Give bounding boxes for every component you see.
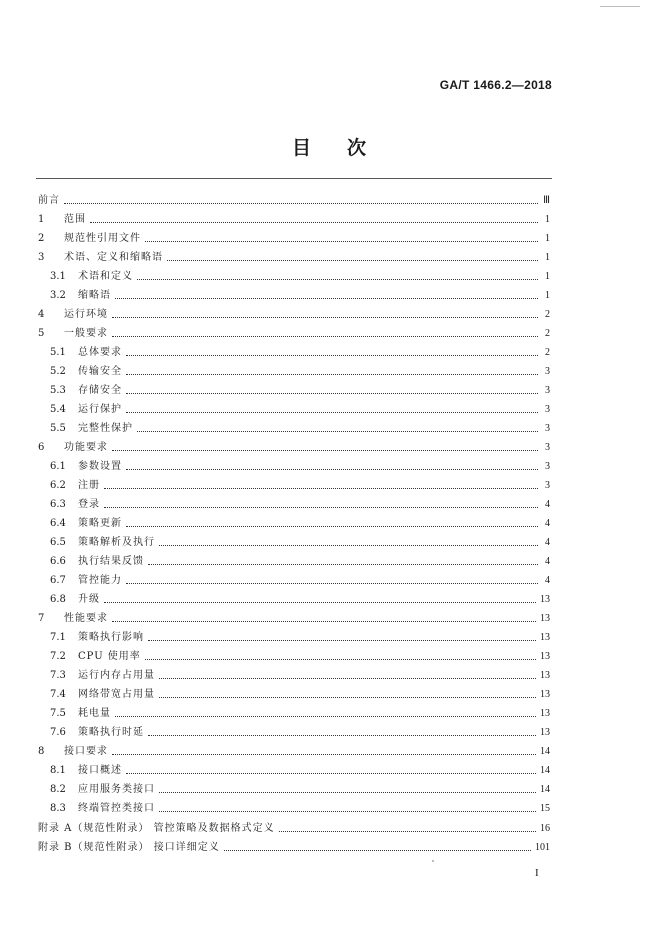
toc-entry-page: 4: [545, 575, 550, 586]
toc-dot-leader: [159, 544, 538, 546]
toc-entry-title: 附录 A（规范性附录） 管控策略及数据格式定义: [38, 823, 275, 834]
toc-entry-page: 14: [540, 746, 550, 757]
toc-entry-number: 6.6: [50, 556, 66, 567]
toc-entry-number: 3.1: [50, 271, 66, 282]
toc-entry-number: 6.2: [50, 480, 66, 491]
page-title: [0, 133, 658, 160]
toc-entry-title: 功能要求: [64, 442, 108, 453]
toc-entry-title: 耗电量: [78, 708, 111, 719]
toc-entry: [38, 307, 550, 323]
toc-entry: [50, 554, 550, 570]
toc-entry-title: 登录: [78, 499, 100, 510]
toc-entry-number: 5.5: [50, 423, 66, 434]
toc-entry-number: 6: [38, 442, 45, 453]
toc-entry-title: 执行结果反馈: [78, 556, 144, 567]
toc-dot-leader: [64, 202, 538, 204]
toc-entry-page: 14: [540, 784, 550, 795]
toc-entry: [50, 497, 550, 513]
toc-entry-title: 一般要求: [64, 328, 108, 339]
toc-entry: [50, 402, 550, 418]
toc-entry-number: 5.2: [50, 366, 66, 377]
toc-entry-title: CPU 使用率: [78, 651, 141, 662]
toc-entry: [50, 364, 550, 380]
toc-entry-number: 6.8: [50, 594, 66, 605]
toc-entry-title: 范围: [64, 214, 86, 225]
toc-entry-page: 2: [545, 328, 550, 339]
toc-entry-number: 7.3: [50, 670, 66, 681]
toc-entry-page: 15: [540, 803, 550, 814]
toc-entry-page: 101: [535, 842, 550, 853]
toc-entry-number: 6.1: [50, 461, 66, 472]
toc-entry-page: 13: [540, 594, 550, 605]
toc-entry-title: 前言: [38, 195, 60, 206]
toc-dot-leader: [148, 563, 538, 565]
toc-entry-number: 6.5: [50, 537, 66, 548]
toc-entry: [38, 212, 550, 228]
toc-dot-leader: [104, 506, 538, 508]
toc-entry-title: 网络带宽占用量: [78, 689, 155, 700]
toc-entry: [50, 649, 550, 665]
toc-entry-page: 13: [540, 689, 550, 700]
toc-entry: [38, 250, 550, 266]
toc-entry-number: 3.2: [50, 290, 66, 301]
toc-entry: [50, 478, 550, 494]
toc-entry-title: 策略执行影响: [78, 632, 144, 643]
toc-entry-number: 5.1: [50, 347, 66, 358]
toc-entry-number: 6.7: [50, 575, 66, 586]
toc-entry-page: 3: [545, 385, 550, 396]
toc-entry-title: 总体要求: [78, 347, 122, 358]
toc-entry-page: 13: [540, 632, 550, 643]
toc-entry-page: 1: [545, 271, 550, 282]
toc-entry-title: 接口概述: [78, 765, 122, 776]
toc-entry: [50, 573, 550, 589]
toc-entry: [38, 840, 550, 856]
toc-entry-page: 14: [540, 765, 550, 776]
scan-mark: [432, 860, 434, 862]
toc-entry-title: 运行内存占用量: [78, 670, 155, 681]
toc-dot-leader: [112, 753, 536, 755]
toc-entry: [50, 421, 550, 437]
toc-entry-title: 运行环境: [64, 309, 108, 320]
toc-entry-number: 5.4: [50, 404, 66, 415]
toc-entry-title: 升级: [78, 594, 100, 605]
toc-dot-leader: [137, 430, 538, 432]
toc-dot-leader: [112, 449, 538, 451]
toc-entry-title: 管控能力: [78, 575, 122, 586]
toc-dot-leader: [279, 830, 536, 832]
toc-entry: [50, 269, 550, 285]
toc-entry-title: 策略解析及执行: [78, 537, 155, 548]
toc-dot-leader: [126, 582, 538, 584]
toc-entry-number: 5.3: [50, 385, 66, 396]
toc-entry-number: 7.2: [50, 651, 66, 662]
toc-entry-number: 7.1: [50, 632, 66, 643]
title-divider: [36, 178, 552, 179]
toc-entry-number: 5: [38, 328, 45, 339]
toc-entry-title: 运行保护: [78, 404, 122, 415]
toc-entry: [50, 801, 550, 817]
toc-entry: [50, 782, 550, 798]
toc-entry-title: 接口要求: [64, 746, 108, 757]
toc-entry: [38, 744, 550, 760]
toc-dot-leader: [115, 715, 536, 717]
toc-entry-title: 终端管控类接口: [78, 803, 155, 814]
toc-entry-page: 2: [545, 347, 550, 358]
toc-entry-page: 3: [545, 423, 550, 434]
toc-entry: [50, 288, 550, 304]
toc-dot-leader: [159, 810, 536, 812]
toc-entry: [50, 592, 550, 608]
toc-dot-leader: [115, 297, 538, 299]
toc-entry-page: 3: [545, 404, 550, 415]
toc-dot-leader: [145, 240, 538, 242]
toc-entry-page: 1: [545, 252, 550, 263]
toc-entry-number: 8.3: [50, 803, 66, 814]
toc-entry: [38, 193, 550, 209]
toc-entry-number: 1: [38, 214, 45, 225]
toc-entry: [50, 516, 550, 532]
toc-entry-number: 6.4: [50, 518, 66, 529]
toc-entry-page: 13: [540, 613, 550, 624]
toc-entry-page: 3: [545, 366, 550, 377]
toc-entry-title: 完整性保护: [78, 423, 133, 434]
toc-entry: [38, 821, 550, 837]
scan-mark: [600, 6, 640, 7]
toc-dot-leader: [126, 373, 538, 375]
toc-entry-title: 策略执行时延: [78, 727, 144, 738]
toc-entry: [50, 630, 550, 646]
toc-entry: [50, 345, 550, 361]
toc-entry: [38, 326, 550, 342]
toc-entry-page: 4: [545, 556, 550, 567]
toc-dot-leader: [126, 468, 538, 470]
toc-dot-leader: [145, 658, 536, 660]
toc-entry-page: 4: [545, 518, 550, 529]
toc-entry: [38, 611, 550, 627]
toc-entry-page: Ⅲ: [543, 195, 550, 206]
toc-entry-number: 7.4: [50, 689, 66, 700]
toc-entry-page: 1: [545, 233, 550, 244]
toc-entry-title: 性能要求: [64, 613, 108, 624]
toc-dot-leader: [159, 696, 536, 698]
toc-entry-page: 3: [545, 461, 550, 472]
toc-entry-number: 7: [38, 613, 45, 624]
toc-entry: [38, 440, 550, 456]
toc-entry: [50, 383, 550, 399]
toc-entry: [50, 725, 550, 741]
toc-entry: [50, 706, 550, 722]
toc-entry-number: 8.1: [50, 765, 66, 776]
toc-entry-number: 8.2: [50, 784, 66, 795]
toc-entry-page: 13: [540, 651, 550, 662]
toc-dot-leader: [104, 601, 536, 603]
toc-entry: [38, 231, 550, 247]
toc-dot-leader: [126, 772, 536, 774]
toc-entry-title: 术语和定义: [78, 271, 133, 282]
toc-entry-number: 2: [38, 233, 45, 244]
title-char-1: 目: [291, 137, 311, 159]
toc-entry-page: 13: [540, 708, 550, 719]
toc-dot-leader: [126, 411, 538, 413]
toc-entry-page: 1: [545, 290, 550, 301]
toc-entry-title: 缩略语: [78, 290, 111, 301]
toc-entry-page: 16: [540, 823, 550, 834]
toc-entry-title: 传输安全: [78, 366, 122, 377]
toc-dot-leader: [224, 849, 531, 851]
toc-entry: [50, 763, 550, 779]
toc-entry-page: 3: [545, 442, 550, 453]
toc-dot-leader: [159, 791, 536, 793]
toc-entry-number: 4: [38, 309, 45, 320]
toc-dot-leader: [126, 354, 538, 356]
toc-entry-title: 附录 B（规范性附录） 接口详细定义: [38, 842, 220, 853]
toc-entry-title: 策略更新: [78, 518, 122, 529]
toc-dot-leader: [126, 525, 538, 527]
toc-entry-number: 7.5: [50, 708, 66, 719]
toc-entry: [50, 687, 550, 703]
toc-entry-title: 存储安全: [78, 385, 122, 396]
toc-dot-leader: [104, 487, 538, 489]
toc-entry-page: 13: [540, 727, 550, 738]
toc-dot-leader: [148, 734, 536, 736]
toc-entry: [50, 535, 550, 551]
toc-entry: [50, 459, 550, 475]
toc-dot-leader: [148, 639, 536, 641]
toc-dot-leader: [137, 278, 538, 280]
toc-entry-page: 3: [545, 480, 550, 491]
toc-dot-leader: [126, 392, 538, 394]
toc-dot-leader: [167, 259, 538, 261]
title-char-2: 次: [347, 137, 367, 159]
toc-entry: [50, 668, 550, 684]
toc-dot-leader: [90, 221, 538, 223]
toc-entry-number: 8: [38, 746, 45, 757]
toc-entry-number: 3: [38, 252, 45, 263]
toc-entry-page: 2: [545, 309, 550, 320]
toc-dot-leader: [159, 677, 536, 679]
toc-dot-leader: [112, 316, 538, 318]
toc-entry-page: 4: [545, 537, 550, 548]
toc-entry-title: 应用服务类接口: [78, 784, 155, 795]
toc-entry-page: 1: [545, 214, 550, 225]
toc-entry-page: 13: [540, 670, 550, 681]
toc-entry-title: 规范性引用文件: [64, 233, 141, 244]
toc-dot-leader: [112, 620, 536, 622]
toc-entry-page: 4: [545, 499, 550, 510]
toc-entry-title: 参数设置: [78, 461, 122, 472]
toc-entry-title: 注册: [78, 480, 100, 491]
toc-entry-number: 7.6: [50, 727, 66, 738]
toc-entry-title: 术语、定义和缩略语: [64, 252, 163, 263]
page-number: I: [535, 867, 539, 879]
toc-entry-number: 6.3: [50, 499, 66, 510]
toc-dot-leader: [112, 335, 538, 337]
standard-code: GA/T 1466.2—2018: [439, 78, 552, 92]
